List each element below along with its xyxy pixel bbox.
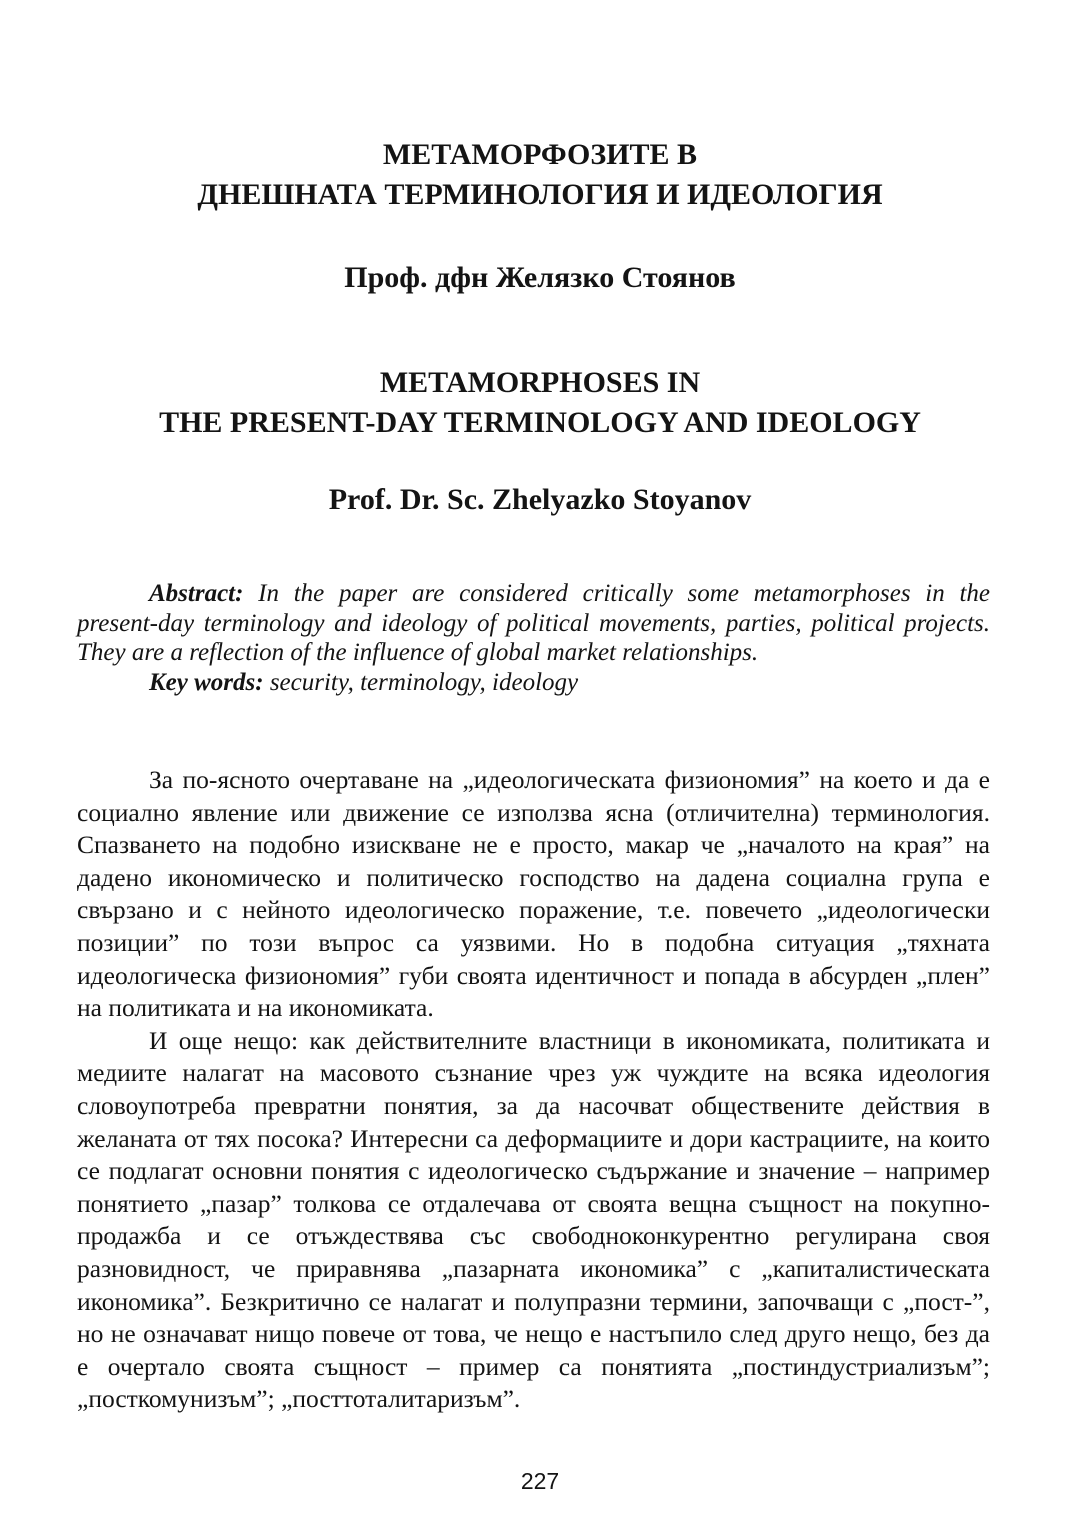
keywords-label: Key words: bbox=[149, 668, 264, 696]
author-english: Prof. Dr. Sc. Zhelyazko Stoyanov bbox=[328, 483, 752, 516]
title-english bbox=[0, 363, 1080, 443]
body-paragraph-1: За по-ясното очертаване на „идеологическата физиономия” на което и да е социално явление или движение се използва ясна (отличителна) терминология. Спазването на подобно изискване не е просто, макар че „началото на края” на дадено икономическо и политическо господство на дадена социална група е свързано и с нейното идеологическо поражение, т.е. повечето „идеологически позиции” по този въпрос са уязвими. Но в подобна ситуация „тяхната идеологическа физиономия” губи своята идентичност и попада в абсурден „плен” на политиката и на икономиката. bbox=[77, 765, 990, 1023]
abstract-text: In the paper are considered critically some metamorphoses in the present-day terminology and ideology of political movements, parties, political projects. They are a reflection of the influence of global market relationships. bbox=[77, 580, 990, 666]
body-text bbox=[77, 764, 990, 1416]
author-bulgarian: Проф. дфн Желязко Стоянов bbox=[344, 261, 736, 294]
keywords-text: security, terminology, ideology bbox=[263, 668, 579, 696]
abstract-paragraph bbox=[77, 579, 990, 668]
title-english-line2: THE PRESENT-DAY TERMINOLOGY AND IDEOLOGY bbox=[159, 406, 921, 439]
body-paragraph-2: И още нещо: как действителните властници в икономиката, политиката и медиите налагат на масовото съзнание чрез уж чуждите на всяка идеология словоупотреба превратни понятия, за да насочват обществените действия в желаната от тях посока? Интересни са деформациите и дори кастрациите, на които се подлагат основни понятия с идеологическо съдържание и значение – например понятието „пазар” толкова се отдалечава от своята вещна същност на покупно-продажба и се отъждествява със свободноконкурентно регулирана своя разновидност, че приравнява „пазарната икономика” с „капиталистическата икономика”. Безкритично се налагат и полупразни термини, започващи с „пост-”, но не означават нищо повече от това, че нещо е настъпило след друго нещо, без да е очертало своята същност – пример са понятията „постиндустриализъм”; „посткомунизъм”; „посттоталитаризъм”. bbox=[77, 1025, 990, 1414]
title-bulgarian bbox=[0, 135, 1080, 215]
keywords-paragraph bbox=[77, 668, 990, 698]
abstract-block bbox=[77, 579, 990, 697]
abstract-label: Abstract: bbox=[149, 580, 244, 607]
title-bulgarian-line2: ДНЕШНАТА ТЕРМИНОЛОГИЯ И ИДЕОЛОГИЯ bbox=[197, 178, 883, 211]
page-number: 227 bbox=[520, 1468, 560, 1494]
title-english-line1: METAMORPHOSES IN bbox=[379, 366, 701, 399]
title-bulgarian-line1: МЕТАМОРФОЗИТЕ В bbox=[382, 138, 698, 171]
